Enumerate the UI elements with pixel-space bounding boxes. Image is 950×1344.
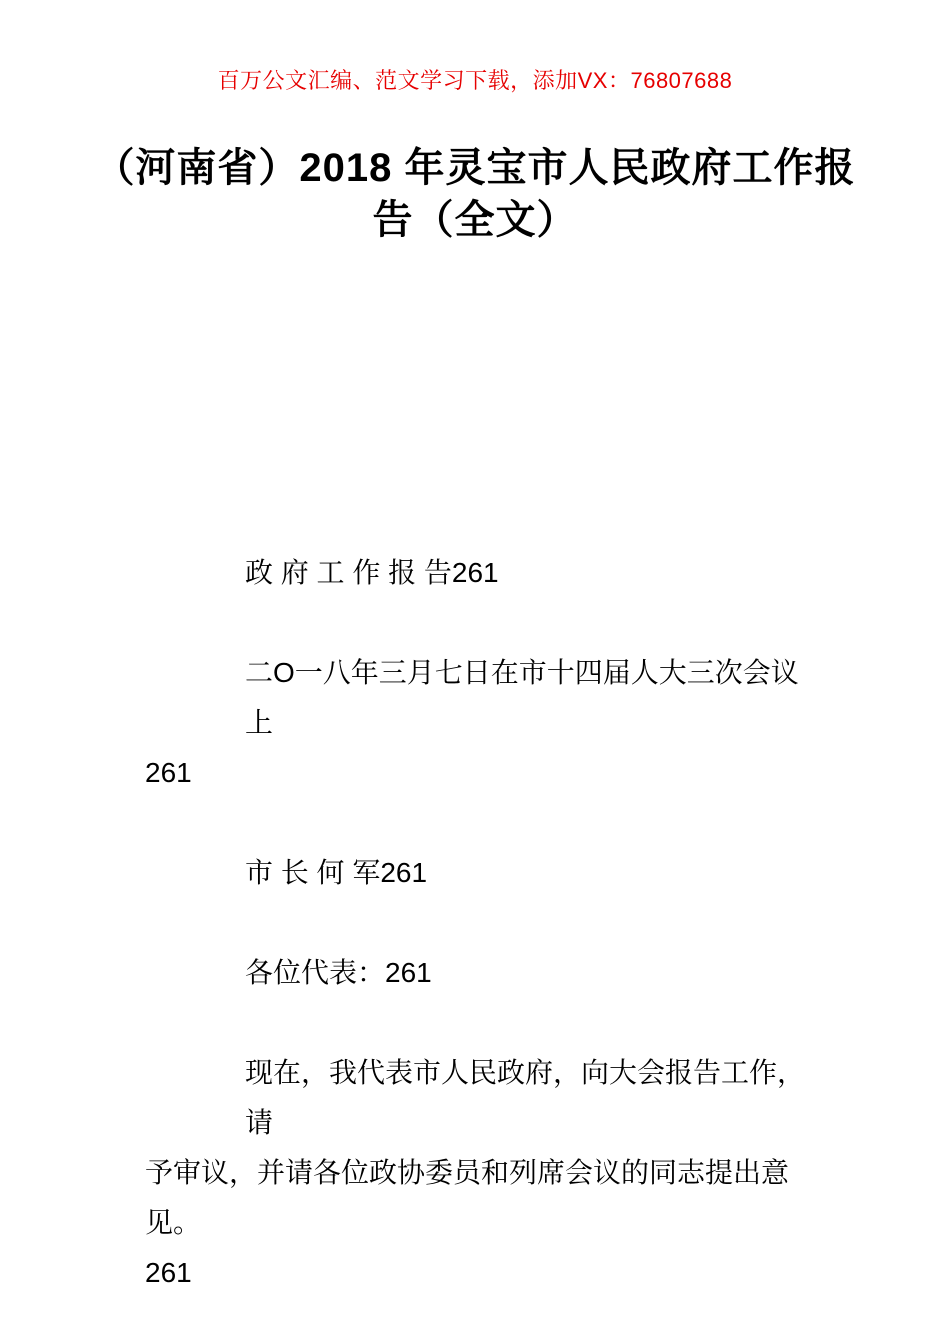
title-line-2: 告（全文） bbox=[372, 198, 578, 242]
paragraph-opening-statement bbox=[145, 1048, 823, 1298]
paragraph-line: 261 bbox=[145, 1257, 192, 1288]
paragraph-line: 二O一八年三月七日在市十四届人大三次会议上 bbox=[245, 657, 799, 738]
document-title bbox=[90, 142, 860, 246]
paragraph-line: 现在，我代表市人民政府，向大会报告工作，请 bbox=[245, 1057, 806, 1138]
paragraph-line: 市 长 何 军261 bbox=[245, 857, 428, 888]
paragraph-line: 各位代表：261 bbox=[245, 957, 432, 988]
paragraph-line: 政 府 工 作 报 告261 bbox=[245, 557, 499, 588]
paragraph-line: 予审议，并请各位政协委员和列席会议的同志提出意见。 bbox=[145, 1157, 790, 1238]
document-body bbox=[145, 548, 823, 1344]
paragraph-mayor-name bbox=[145, 848, 823, 898]
paragraph-report-title bbox=[145, 548, 823, 598]
paragraph-salutation bbox=[145, 948, 823, 998]
paragraph-meeting-date bbox=[145, 648, 823, 798]
title-line-1: （河南省）2018 年灵宝市人民政府工作报 bbox=[94, 146, 856, 190]
paragraph-line: 261 bbox=[145, 757, 192, 788]
promo-banner-text: 百万公文汇编、范文学习下载，添加VX：76807688 bbox=[217, 68, 733, 93]
